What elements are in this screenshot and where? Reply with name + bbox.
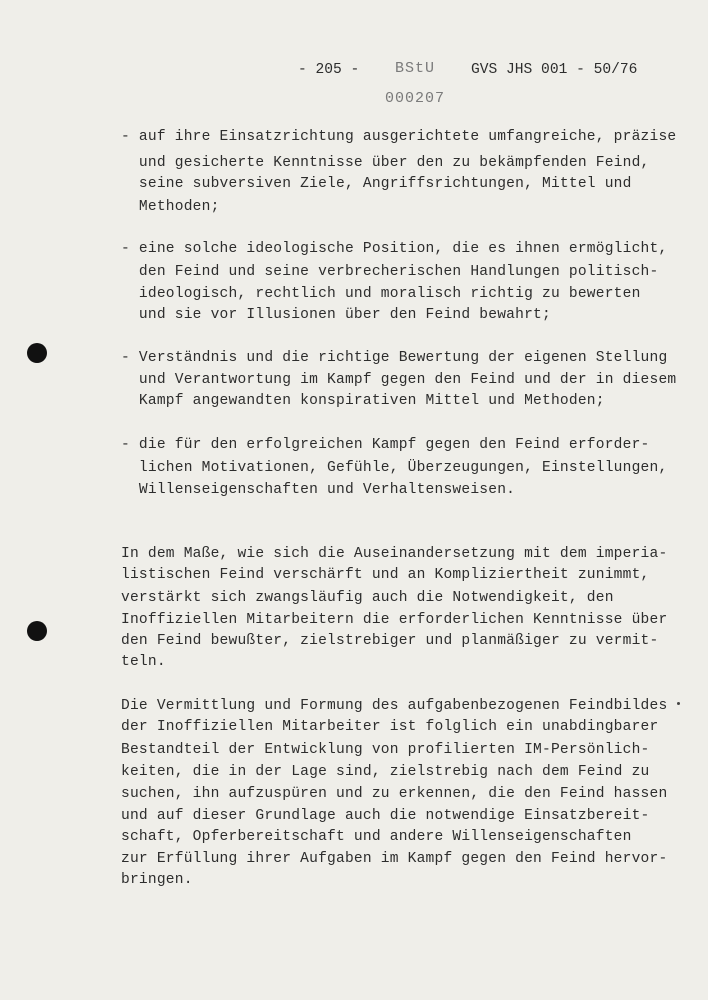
bullet-2-line-4: und sie vor Illusionen über den Feind bewahrt; — [121, 307, 551, 323]
bullet-1-line-1: - auf ihre Einsatzrichtung ausgerichtete umfangreiche, präzise — [121, 129, 677, 145]
punch-hole-top — [27, 343, 47, 363]
bullet-1-line-4: Methoden; — [121, 199, 220, 215]
paragraph-2-line-6: und auf dieser Grundlage auch die notwendige Einsatzbereit- — [121, 808, 650, 824]
bullet-4-line-3: Willenseigenschaften und Verhaltensweisen. — [121, 482, 516, 498]
stray-mark — [677, 702, 680, 705]
bullet-3-line-1: - Verständnis und die richtige Bewertung der eigenen Stellung — [121, 350, 668, 366]
document-reference: GVS JHS 001 - 50/76 — [471, 62, 638, 78]
bullet-1-line-2: und gesicherte Kenntnisse über den zu bekämpfenden Feind, — [121, 155, 650, 171]
paragraph-2-line-1: Die Vermittlung und Formung des aufgabenbezogenen Feindbildes — [121, 698, 668, 714]
paragraph-1-line-5: den Feind bewußter, zielstrebiger und planmäßiger zu vermit- — [121, 633, 659, 649]
bullet-3-line-2: und Verantwortung im Kampf gegen den Feind und der in diesem — [121, 372, 677, 388]
punch-hole-bottom — [27, 621, 47, 641]
paragraph-2-line-3: Bestandteil der Entwicklung von profilierten IM-Persönlich- — [121, 742, 650, 758]
paragraph-2-line-7: schaft, Opferbereitschaft und andere Willenseigenschaften — [121, 829, 632, 845]
bullet-1-line-3: seine subversiven Ziele, Angriffsrichtungen, Mittel und — [121, 176, 632, 192]
bullet-2-line-1: - eine solche ideologische Position, die es ihnen ermöglicht, — [121, 241, 668, 257]
paragraph-1-line-6: teln. — [121, 654, 166, 670]
paragraph-1-line-1: In dem Maße, wie sich die Auseinandersetzung mit dem imperia- — [121, 546, 668, 562]
bullet-2-line-2: den Feind und seine verbrecherischen Handlungen politisch- — [121, 264, 659, 280]
paragraph-1-line-2: listischen Feind verschärft und an Kompliziertheit zunimmt, — [121, 567, 650, 583]
paragraph-2-line-4: keiten, die in der Lage sind, zielstrebig nach dem Feind zu — [121, 764, 650, 780]
paragraph-2-line-8: zur Erfüllung ihrer Aufgaben im Kampf gegen den Feind hervor- — [121, 851, 668, 867]
archive-stamp-number: 000207 — [385, 90, 446, 107]
paragraph-1-line-3: verstärkt sich zwangsläufig auch die Notwendigkeit, den — [121, 590, 614, 606]
paragraph-2-line-2: der Inoffiziellen Mitarbeiter ist folglich ein unabdingbarer — [121, 719, 659, 735]
bullet-4-line-2: lichen Motivationen, Gefühle, Überzeugungen, Einstellungen, — [121, 460, 668, 476]
bullet-3-line-3: Kampf angewandten konspirativen Mittel und Methoden; — [121, 393, 605, 409]
page-number: - 205 - — [298, 62, 360, 78]
bullet-2-line-3: ideologisch, rechtlich und moralisch richtig zu bewerten — [121, 286, 641, 302]
bullet-4-line-1: - die für den erfolgreichen Kampf gegen den Feind erforder- — [121, 437, 650, 453]
paragraph-2-line-5: suchen, ihn aufzuspüren und zu erkennen, die den Feind hassen — [121, 786, 668, 802]
archive-stamp-bstu: BStU — [395, 60, 436, 77]
paragraph-2-line-9: bringen. — [121, 872, 193, 888]
paragraph-1-line-4: Inoffiziellen Mitarbeitern die erforderlichen Kenntnisse über — [121, 612, 668, 628]
